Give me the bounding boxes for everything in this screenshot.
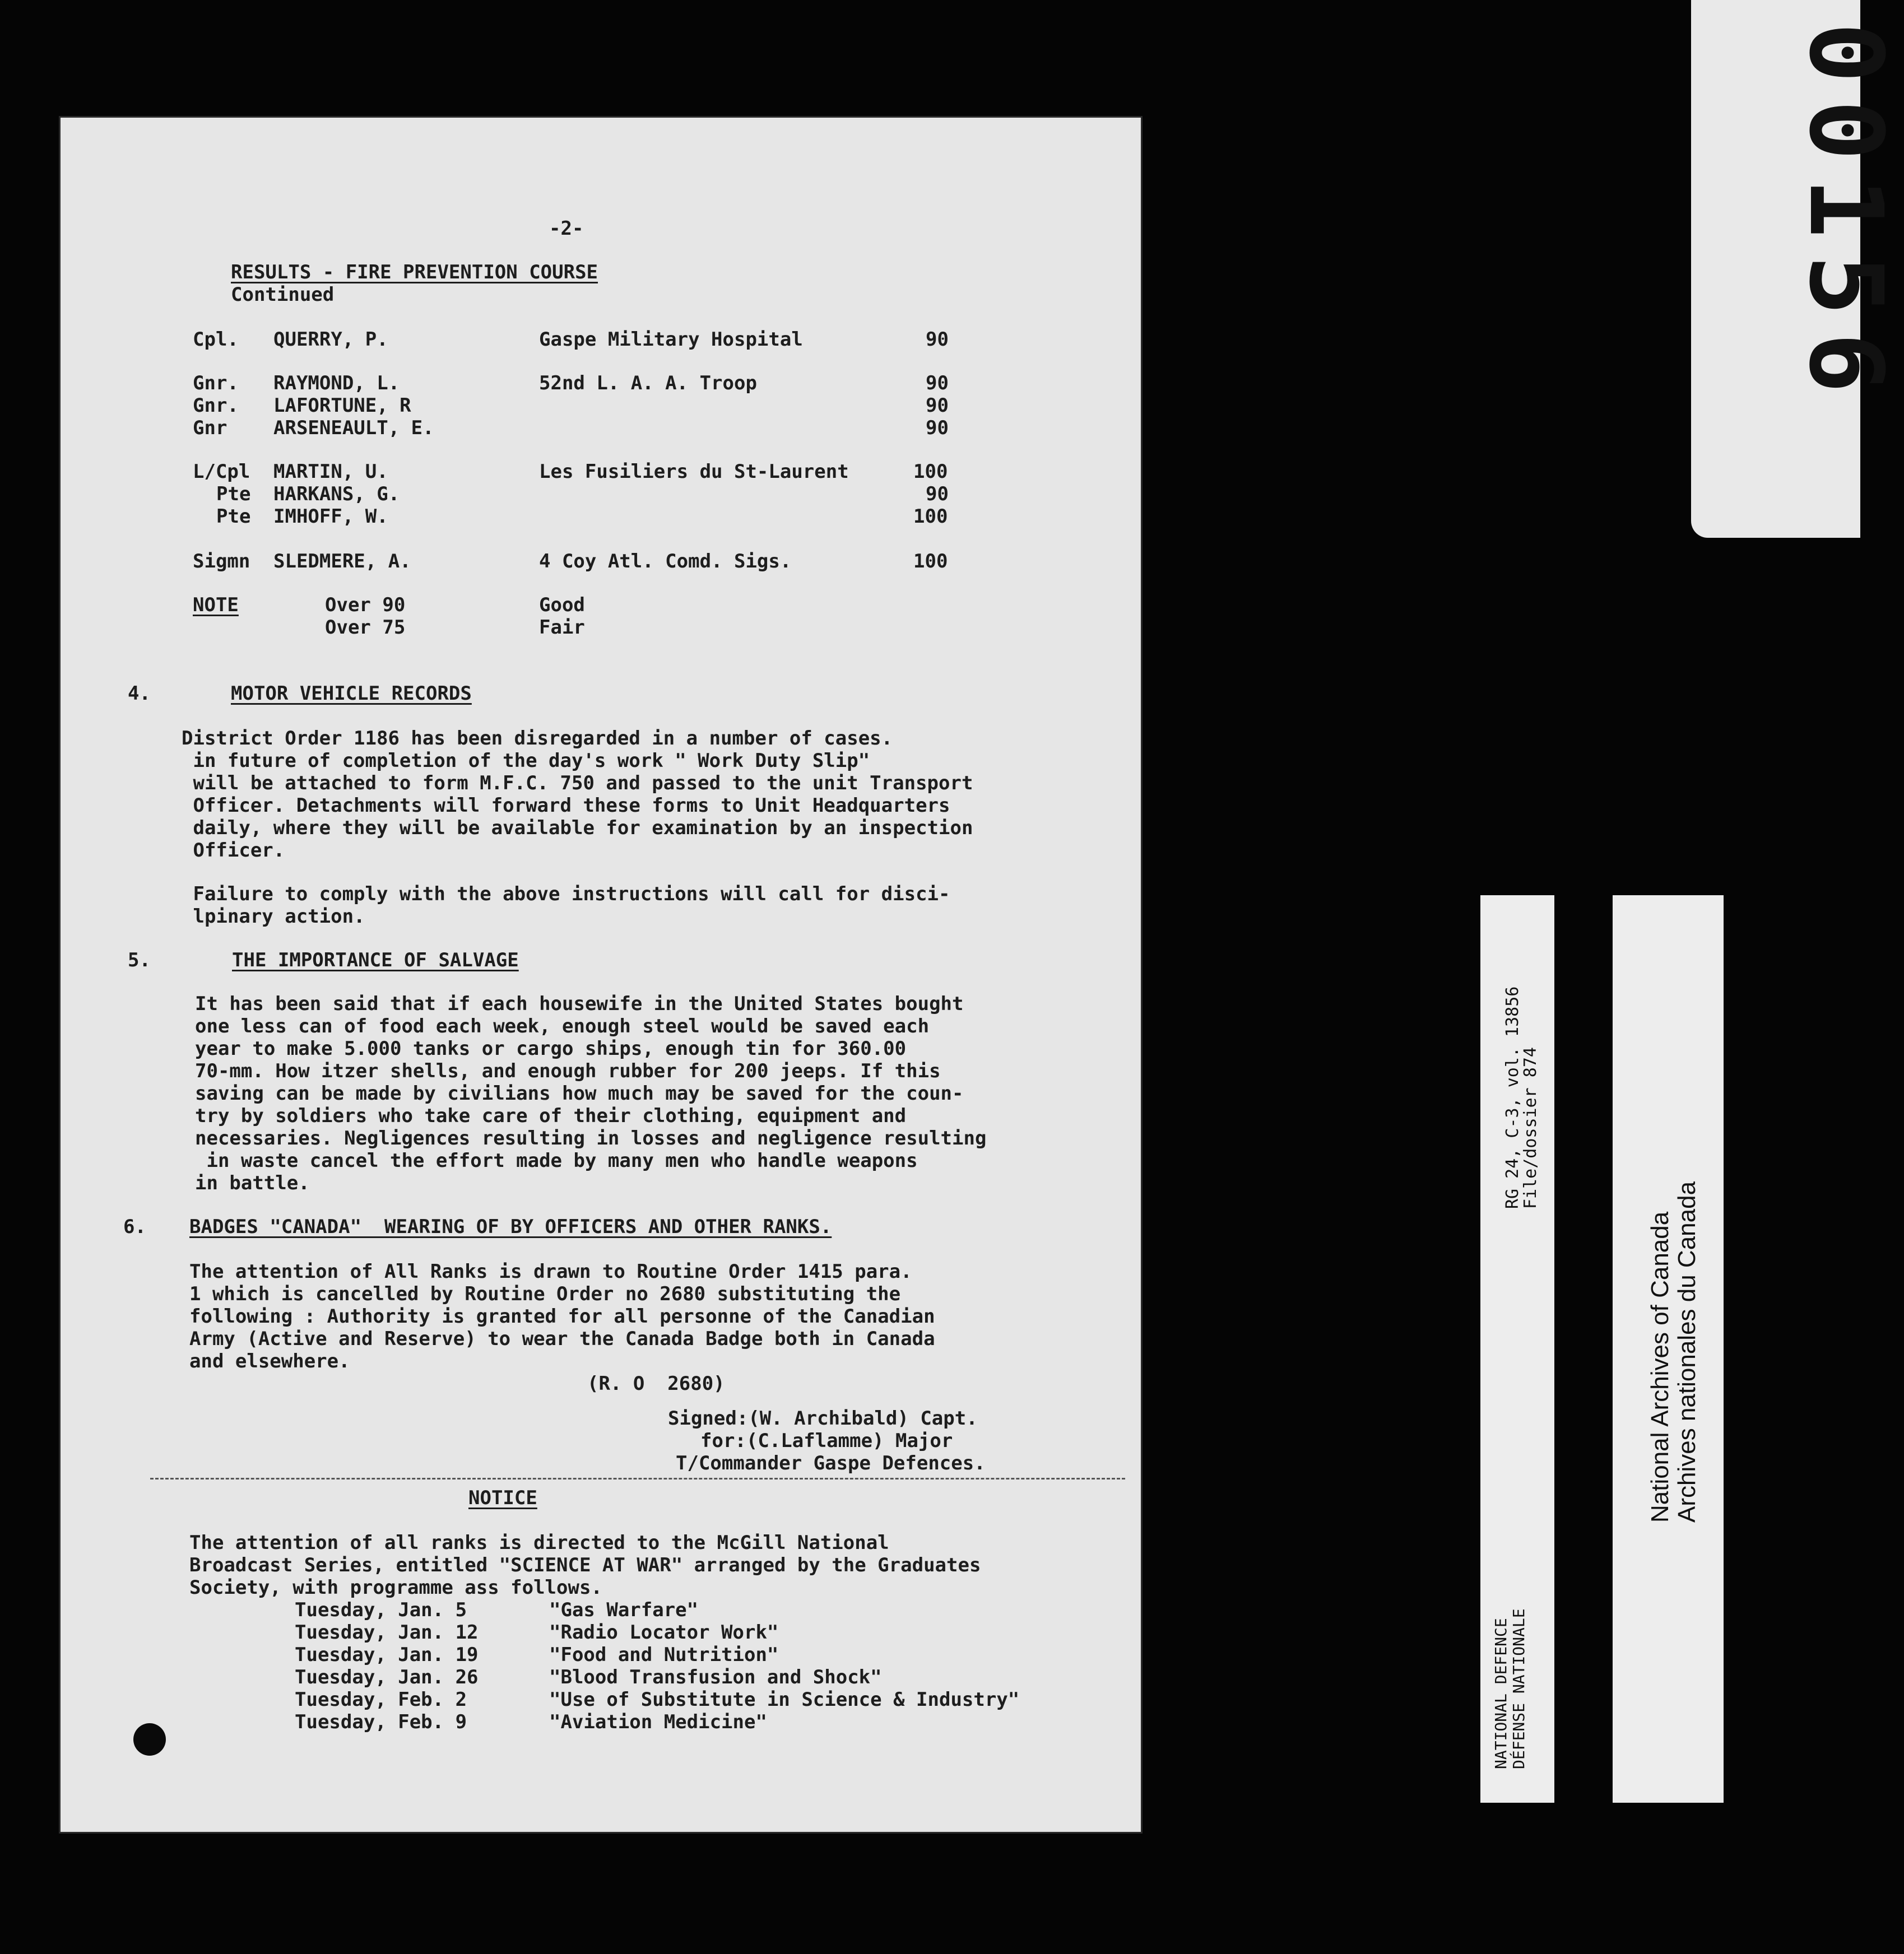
results-continued: Continued — [231, 283, 335, 306]
paragraph-line: Officer. — [182, 839, 285, 862]
frame-number: 00156 — [1787, 22, 1904, 410]
routine-order-ref: (R. O 2680) — [587, 1373, 725, 1395]
row-name: SLEDMERE, A. — [273, 550, 411, 573]
archive-name: Archives nationales du Canada — [1673, 1181, 1701, 1523]
row-rank: L/Cpl — [193, 460, 250, 483]
page-number: -2- — [549, 217, 584, 240]
archive-name: National Archives of Canada — [1646, 1211, 1674, 1523]
row-score: 90 — [926, 394, 949, 417]
row-score: 100 — [913, 460, 948, 483]
row-rank: Gnr — [193, 417, 227, 439]
paragraph-line: try by soldiers who take care of their clothing, equipment and — [195, 1105, 907, 1127]
frame-number-tab — [1691, 0, 1904, 538]
schedule-topic: "Gas Warfare" — [549, 1599, 699, 1621]
archive-name-strip — [1613, 895, 1724, 1803]
row-score: 90 — [926, 372, 949, 394]
results-title: RESULTS - FIRE PREVENTION COURSE — [231, 261, 598, 283]
section-title: BADGES "CANADA" WEARING OF BY OFFICERS AND OTHER RANKS. — [189, 1216, 832, 1238]
schedule-topic: "Food and Nutrition" — [549, 1644, 779, 1666]
section-number: 4. — [128, 682, 151, 705]
schedule-date: Tuesday, Jan. 12 — [295, 1621, 479, 1644]
dept-line: DÉFENSE NATIONALE — [1510, 1608, 1528, 1769]
schedule-topic: "Use of Substitute in Science & Industry" — [549, 1688, 1020, 1711]
note-range: Over 90 — [325, 594, 406, 616]
row-unit: Gaspe Military Hospital — [539, 328, 803, 351]
paragraph-line: daily, where they will be available for examination by an inspection — [182, 817, 973, 839]
row-rank: Sigmn — [193, 550, 250, 573]
reference-line: RG 24, C-3, vol. 13856 — [1503, 986, 1522, 1209]
note-label: NOTE — [193, 594, 239, 616]
signature-line: T/Commander Gaspe Defences. — [676, 1452, 986, 1474]
schedule-topic: "Blood Transfusion and Shock" — [549, 1666, 882, 1688]
row-name: QUERRY, P. — [273, 328, 388, 351]
section-number: 5. — [128, 949, 151, 971]
paragraph-line: The attention of all ranks is directed to the McGill National — [189, 1532, 889, 1554]
paragraph-line: following : Authority is granted for all personne of the Canadian — [189, 1305, 935, 1328]
section-title: THE IMPORTANCE OF SALVAGE — [232, 949, 519, 971]
schedule-topic: "Radio Locator Work" — [549, 1621, 779, 1644]
paragraph-line: in future of completion of the day's work " Work Duty Slip" — [182, 750, 870, 772]
row-rank: Gnr. — [193, 394, 239, 417]
schedule-date: Tuesday, Feb. 9 — [295, 1711, 467, 1733]
paragraph-line: Army (Active and Reserve) to wear the Canada Badge both in Canada — [189, 1328, 935, 1350]
paragraph-line: lpinary action. — [182, 905, 365, 928]
row-rank: Cpl. — [193, 328, 239, 351]
signature-line: for:(C.Laflamme) Major — [700, 1430, 953, 1452]
note-grade: Good — [539, 594, 585, 616]
row-score: 100 — [913, 505, 948, 528]
paragraph-line: The attention of All Ranks is drawn to Routine Order 1415 para. — [189, 1260, 912, 1283]
row-unit: 52nd L. A. A. Troop — [539, 372, 757, 394]
row-name: IMHOFF, W. — [273, 505, 388, 528]
schedule-date: Tuesday, Jan. 19 — [295, 1644, 479, 1666]
note-range: Over 75 — [325, 616, 406, 639]
schedule-date: Tuesday, Jan. 26 — [295, 1666, 479, 1688]
row-name: LAFORTUNE, R — [273, 394, 411, 417]
schedule-date: Tuesday, Feb. 2 — [295, 1688, 467, 1711]
dept-line: NATIONAL DEFENCE — [1492, 1618, 1510, 1769]
paragraph-line: It has been said that if each housewife in the United States bought — [195, 993, 964, 1015]
row-rank: Pte — [216, 505, 251, 528]
row-name: RAYMOND, L. — [273, 372, 400, 394]
row-unit: Les Fusiliers du St-Laurent — [539, 460, 849, 483]
note-grade: Fair — [539, 616, 585, 639]
row-unit: 4 Coy Atl. Comd. Sigs. — [539, 550, 792, 573]
paragraph-line: Failure to comply with the above instructions will call for disci- — [182, 883, 950, 905]
row-name: ARSENEAULT, E. — [273, 417, 434, 439]
paragraph-line: 70-mm. How itzer shells, and enough rubber for 200 jeeps. If this — [195, 1060, 941, 1082]
section-number: 6. — [123, 1216, 146, 1238]
row-score: 100 — [913, 550, 948, 573]
schedule-topic: "Aviation Medicine" — [549, 1711, 767, 1733]
archive-reference-strip — [1480, 895, 1554, 1803]
row-score: 90 — [926, 328, 949, 351]
separator-line — [150, 1478, 1125, 1480]
paragraph-line: year to make 5.000 tanks or cargo ships, enough tin for 360.00 — [195, 1038, 907, 1060]
punch-hole-blot — [133, 1723, 166, 1756]
paragraph-line: necessaries. Negligences resulting in losses and negligence resulting — [195, 1127, 987, 1150]
paragraph-line: saving can be made by civilians how much may be saved for the coun- — [195, 1082, 964, 1105]
signature-line: Signed:(W. Archibald) Capt. — [668, 1407, 978, 1430]
paragraph-line: District Order 1186 has been disregarded in a number of cases. — [182, 727, 893, 750]
notice-title: NOTICE — [468, 1487, 537, 1509]
paragraph-line: one less can of food each week, enough steel would be saved each — [195, 1015, 930, 1038]
section-title: MOTOR VEHICLE RECORDS — [231, 682, 472, 705]
row-score: 90 — [926, 483, 949, 505]
paragraph-line: will be attached to form M.F.C. 750 and passed to the unit Transport — [182, 772, 973, 794]
paragraph-line: and elsewhere. — [189, 1350, 350, 1373]
row-score: 90 — [926, 417, 949, 439]
row-name: HARKANS, G. — [273, 483, 400, 505]
paragraph-line: in waste cancel the effort made by many men who handle weapons — [195, 1150, 918, 1172]
paragraph-line: Society, with programme ass follows. — [189, 1576, 602, 1599]
paragraph-line: 1 which is cancelled by Routine Order no 2680 substituting the — [189, 1283, 901, 1305]
document-page — [61, 118, 1141, 1832]
schedule-date: Tuesday, Jan. 5 — [295, 1599, 467, 1621]
paragraph-line: Officer. Detachments will forward these forms to Unit Headquarters — [182, 794, 950, 817]
reference-line: File/dossier 874 — [1521, 1047, 1540, 1209]
row-rank: Pte — [216, 483, 251, 505]
paragraph-line: Broadcast Series, entitled "SCIENCE AT WAR" arranged by the Graduates — [189, 1554, 981, 1576]
paragraph-line: in battle. — [195, 1172, 310, 1194]
row-name: MARTIN, U. — [273, 460, 388, 483]
row-rank: Gnr. — [193, 372, 239, 394]
